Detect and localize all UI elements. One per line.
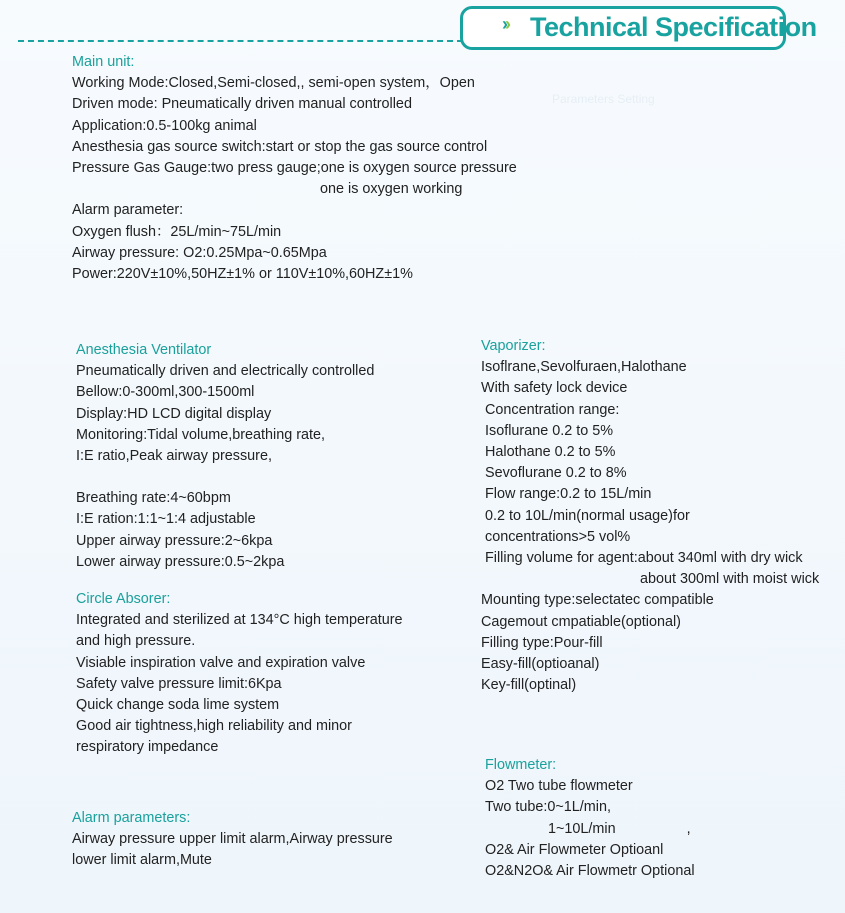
- ventilator-heading: Anesthesia Ventilator: [76, 342, 212, 358]
- spec-line: I:E ratio,Peak airway pressure,: [76, 448, 272, 465]
- spec-line: Airway pressure upper limit alarm,Airway pressure: [72, 831, 393, 848]
- spec-line: Lower airway pressure:0.5~2kpa: [76, 553, 285, 570]
- spec-line: concentrations>5 vol%: [485, 528, 631, 545]
- spec-line: Pressure Gas Gauge:two press gauge;one is oxygen source pressure: [72, 160, 517, 177]
- page-title: Technical Specification: [530, 12, 817, 42]
- spec-line: Mounting type:selectatec compatible: [481, 592, 714, 609]
- spec-line: O2&N2O& Air Flowmetr Optional: [485, 863, 695, 880]
- spec-line: Driven mode: Pneumatically driven manual controlled: [72, 96, 412, 113]
- spec-line: With safety lock device: [481, 380, 628, 397]
- spec-gap: [76, 467, 374, 488]
- spec-line: Isoflurane 0.2 to 5%: [485, 422, 613, 439]
- spec-line: Quick change soda lime system: [76, 697, 280, 714]
- alarm-heading: Alarm parameters:: [72, 810, 191, 826]
- spec-line: Flow range:0.2 to 15L/min: [485, 486, 652, 503]
- chevron-arrows-icon: ››: [502, 14, 508, 34]
- spec-line: Two tube:0~1L/min,: [485, 799, 611, 816]
- spec-line: Display:HD LCD digital display: [76, 405, 272, 422]
- spec-line: Halothane 0.2 to 5%: [485, 444, 616, 461]
- spec-line: Airway pressure: O2:0.25Mpa~0.65Mpa: [72, 244, 327, 261]
- spec-line: Upper airway pressure:2~6kpa: [76, 532, 273, 549]
- spec-line: Sevoflurane 0.2 to 8%: [485, 465, 627, 482]
- spec-line: [485, 819, 695, 840]
- flowmeter-section: [485, 755, 695, 882]
- faint-caption: Parameters Setting: [552, 92, 655, 106]
- spec-line: Visiable inspiration valve and expiration valve: [76, 654, 366, 671]
- spec-line: Application:0.5-100kg animal: [72, 117, 257, 134]
- flowmeter-heading: Flowmeter:: [485, 757, 557, 773]
- spec-line: Concentration range:: [485, 401, 620, 418]
- spec-line: Filling type:Pour-fill: [481, 634, 603, 651]
- spec-line: Alarm parameter:: [72, 202, 184, 219]
- header-dashed-line: [18, 40, 463, 42]
- main-unit-heading: Main unit:: [72, 54, 135, 70]
- spec-line: Key-fill(optinal): [481, 677, 577, 694]
- spec-line: respiratory impedance: [76, 739, 219, 756]
- spec-line: I:E ration:1:1~1:4 adjustable: [76, 511, 256, 528]
- spec-line: Cagemout cmpatiable(optional): [481, 613, 681, 630]
- spec-line: lower limit alarm,Mute: [72, 852, 212, 869]
- spec-line: O2 Two tube flowmeter: [485, 778, 633, 795]
- spec-line: Oxygen flush：25L/min~75L/min: [72, 223, 282, 240]
- spec-text: 1~10L/min: [548, 820, 616, 837]
- vaporizer-section: [481, 336, 819, 696]
- spec-line: about 300ml with moist wick: [640, 571, 820, 588]
- spec-line: Good air tightness,high reliability and minor: [76, 718, 352, 735]
- spec-line: Filling volume for agent:about 340ml with dry wick: [485, 550, 803, 567]
- spec-line: Monitoring:Tidal volume,breathing rate,: [76, 426, 326, 443]
- spec-line: one is oxygen working: [320, 181, 463, 198]
- spec-line: Breathing rate:4~60bpm: [76, 490, 231, 507]
- spec-line: Easy-fill(optioanal): [481, 656, 600, 673]
- spec-line: and high pressure.: [76, 633, 196, 650]
- spec-line: Anesthesia gas source switch:start or stop the gas source control: [72, 138, 488, 155]
- absorber-heading: Circle Absorer:: [76, 591, 171, 607]
- vaporizer-heading: Vaporizer:: [481, 338, 546, 354]
- spec-text: ,: [686, 820, 691, 837]
- spec-line: Isoflrane,Sevolfuraen,Halothane: [481, 359, 687, 376]
- spec-line: Working Mode:Closed,Semi-closed,, semi-open system，Open: [72, 75, 475, 92]
- spec-line: Power:220V±10%,50HZ±1% or 110V±10%,60HZ±1%: [72, 266, 413, 283]
- spec-line: Safety valve pressure limit:6Kpa: [76, 675, 282, 692]
- alarm-section: [72, 808, 393, 872]
- spec-line: Pneumatically driven and electrically controlled: [76, 363, 375, 380]
- spec-line: Integrated and sterilized at 134°C high temperature: [76, 612, 403, 629]
- spec-line: O2& Air Flowmeter Optioanl: [485, 841, 664, 858]
- absorber-section: [76, 589, 403, 759]
- spec-line: Bellow:0-300ml,300-1500ml: [76, 384, 255, 401]
- main-unit-section: [72, 52, 517, 285]
- ventilator-section: [76, 340, 374, 573]
- spec-line: 0.2 to 10L/min(normal usage)for: [485, 507, 690, 524]
